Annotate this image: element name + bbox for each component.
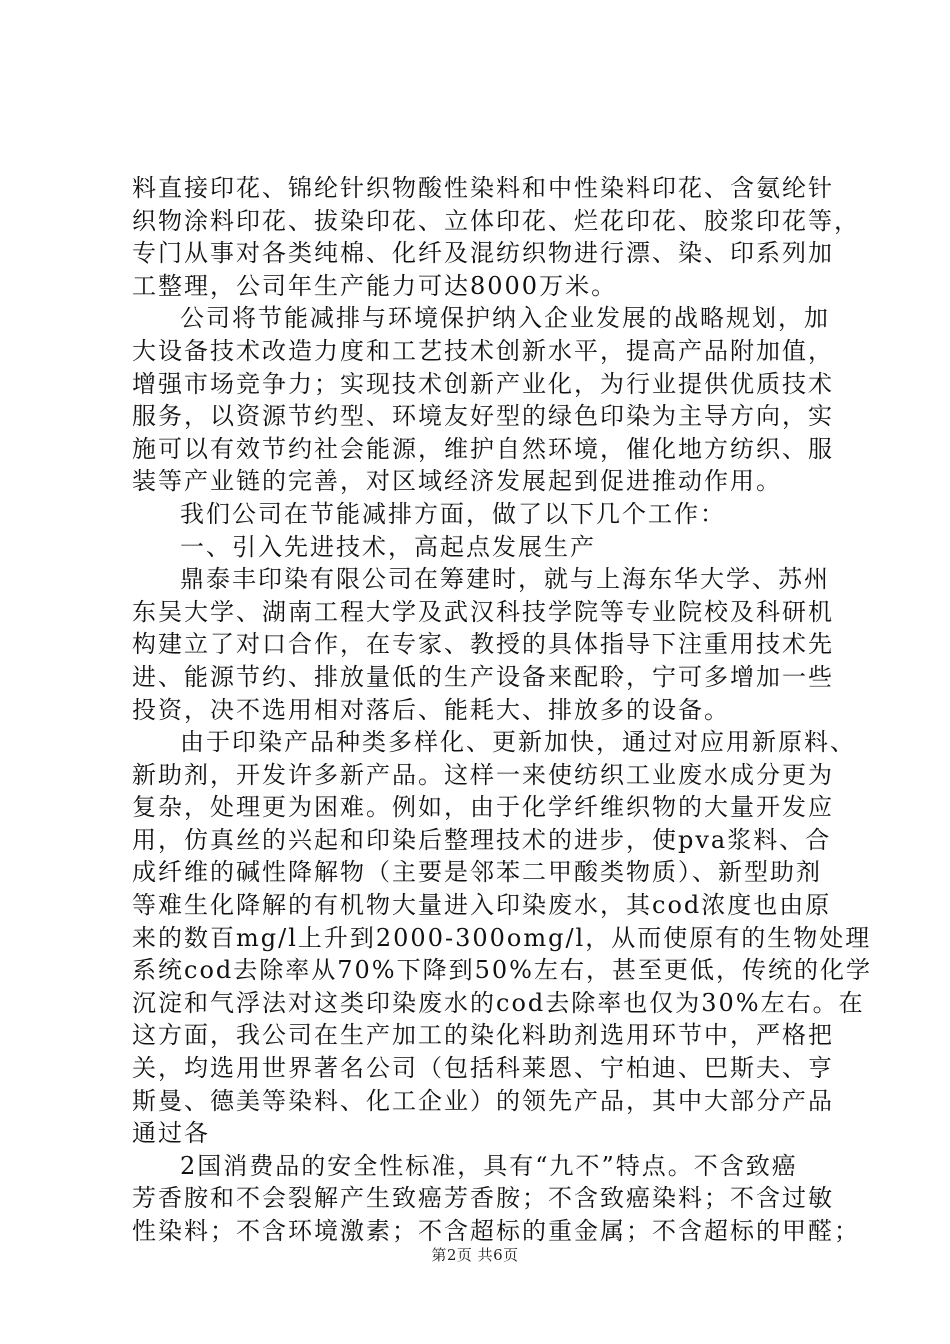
text-line: 成纤维的碱性降解物（主要是邻苯二甲酸类物质）、新型助剂 bbox=[132, 858, 822, 887]
text-line: 关，均选用世界著名公司（包括科莱恩、宁柏迪、巴斯夫、亨 bbox=[132, 1054, 834, 1083]
text-line: 织物涂料印花、拔染印花、立体印花、烂花印花、胶浆印花等， bbox=[132, 206, 860, 235]
text-line: 大设备技术改造力度和工艺技术创新水平，提高产品附加值， bbox=[132, 336, 834, 365]
text-line: 服务，以资源节约型、环境友好型的绿色印染为主导方向，实 bbox=[132, 402, 834, 431]
text-line: 来的数百mg/l上升到2000-300omg/l，从而使原有的生物处理 bbox=[132, 923, 872, 952]
text-line: 工整理，公司年生产能力可达8000万米。 bbox=[132, 271, 618, 300]
text-line: 构建立了对口合作，在专家、教授的具体指导下注重用技术先 bbox=[132, 630, 834, 659]
text-line: 芳香胺和不会裂解产生致癌芳香胺；不含致癌染料；不含过敏 bbox=[132, 1184, 834, 1213]
text-line: 进、能源节约、排放量低的生产设备来配聆，宁可多增加一些 bbox=[132, 662, 834, 691]
text-line: 复杂，处理更为困难。例如，由于化学纤维织物的大量开发应 bbox=[132, 793, 834, 822]
document-body bbox=[132, 172, 872, 1248]
text-line: 新助剂，开发许多新产品。这样一来使纺织工业废水成分更为 bbox=[132, 760, 834, 789]
text-line: 沉淀和气浮法对这类印染废水的cod去除率也仅为30%左右。在 bbox=[132, 988, 865, 1017]
text-line: 这方面，我公司在生产加工的染化料助剂选用环节中，严格把 bbox=[132, 1021, 834, 1050]
text-line: 投资，决不选用相对落后、能耗大、排放多的设备。 bbox=[132, 695, 730, 724]
text-line: 用，仿真丝的兴起和印染后整理技术的进步，使pva浆料、合 bbox=[132, 825, 832, 854]
text-line: 性染料；不含环境激素；不含超标的重金属；不含超标的甲醛； bbox=[132, 1217, 860, 1245]
text-line: 等难生化降解的有机物大量进入印染废水，其cod浓度也由原 bbox=[132, 891, 832, 920]
text-line: 增强市场竞争力；实现技术创新产业化，为行业提供优质技术 bbox=[132, 369, 834, 398]
text-line: 东吴大学、湖南工程大学及武汉科技学院等专业院校及科研机 bbox=[132, 597, 834, 626]
text-line: 鼎泰丰印染有限公司在筹建时，就与上海东华大学、苏州 bbox=[180, 565, 830, 594]
text-line: 2国消费品的安全性标准，具有“九不”特点。不含致癌 bbox=[180, 1151, 798, 1180]
text-line: 系统cod去除率从70%下降到50%左右，甚至更低，传统的化学 bbox=[132, 956, 872, 985]
text-line: 专门从事对各类纯棉、化纤及混纺织物进行漂、染、印系列加 bbox=[132, 239, 834, 268]
text-line: 装等产业链的完善，对区域经济发展起到促进推动作用。 bbox=[132, 467, 782, 496]
page-footer: 第2页 共6页 bbox=[431, 1246, 519, 1264]
text-line: 由于印染产品种类多样化、更新加快，通过对应用新原料、 bbox=[180, 728, 856, 757]
text-line: 施可以有效节约社会能源，维护自然环境，催化地方纺织、服 bbox=[132, 434, 834, 463]
text-line: 料直接印花、锦纶针织物酸性染料和中性染料印花、含氨纶针 bbox=[132, 174, 834, 202]
text-line: 通过各 bbox=[132, 1119, 210, 1148]
text-line: 一、引入先进技术，高起点发展生产 bbox=[180, 532, 596, 561]
text-line: 我们公司在节能减排方面，做了以下几个工作： bbox=[180, 499, 726, 528]
text-line: 斯曼、德美等染料、化工企业）的领先产品，其中大部分产品 bbox=[132, 1086, 834, 1115]
text-line: 公司将节能减排与环境保护纳入企业发展的战略规划，加 bbox=[180, 304, 830, 333]
